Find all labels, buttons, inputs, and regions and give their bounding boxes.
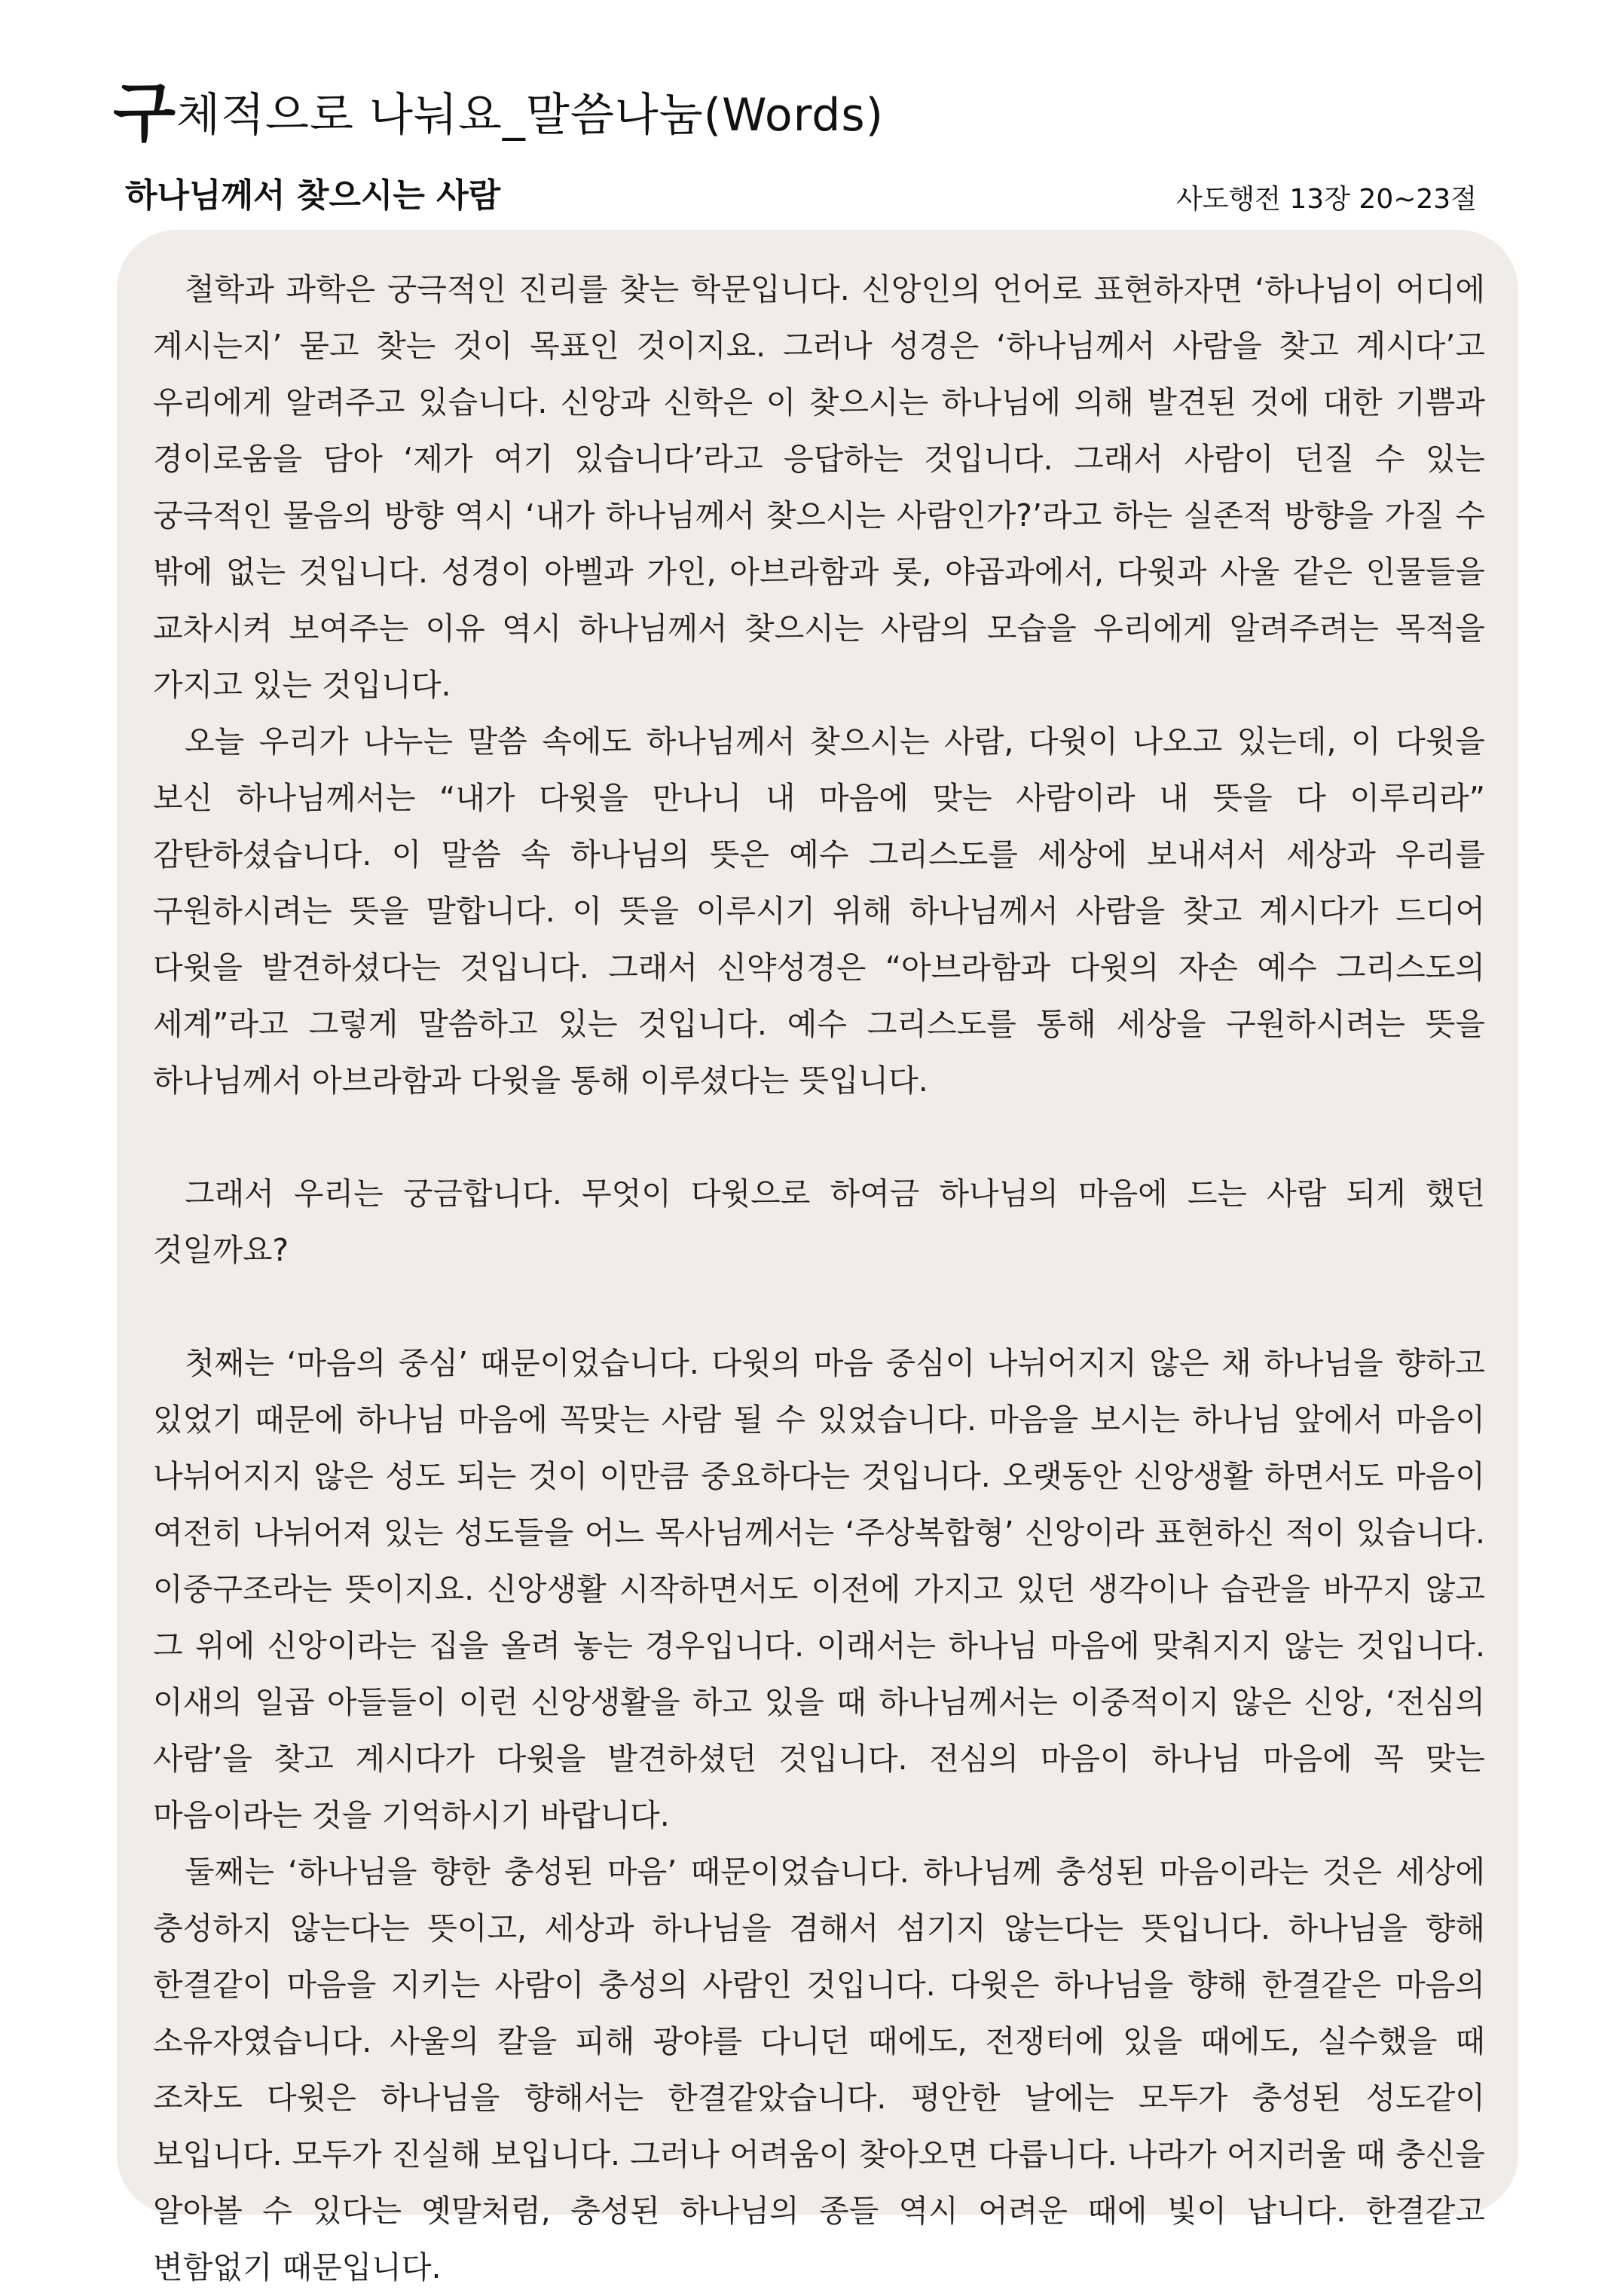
paragraph-question: 그래서 우리는 궁금합니다. 무엇이 다윗으로 하여금 하나님의 마음에 드는 사람 되게 했던 것일까요? [153,1176,1485,1268]
paragraph-spacer [153,1279,1485,1335]
paragraph-second-point: 둘째는 ‘하나님을 향한 충성된 마음’ 때문이었습니다. 하나님께 충성된 마음이라는 것은 세상에 충성하지 않는다는 뜻이고, 세상과 하나님을 겸해서 섬기지 않는다는 뜻입니다. 하나님을 향해 한결같이 마음을 지키는 사람이 충성의 사람인 것입니다. 다윗은 하나님을 향해 한결같은 마음의 소유자였습니다. 사울의 칼을 피해 광야를 다니던 때에도, 전쟁터에 있을 때에도, 실수했을 때 조차도 다윗은 하나님을 향해서는 한결같았습니다. 평안한 날에는 모두가 충성된 성도같이 보입니다. 모두가 진실해 보입니다. 그러나 어려움이 찾아오면 다릅니다. 나라가 어지러울 때 충신을 알아볼 수 있다는 옛말처럼, 충성된 하나님의 종들 역시 어려운 때에 빛이 납니다. 한결같고 변함없기 때문입니다. [153,1854,1485,2285]
paragraph-spacer [153,1109,1485,1166]
paragraph-first-point: 첫째는 ‘마음의 중심’ 때문이었습니다. 다윗의 마음 중심이 나뉘어지지 않은 채 하나님을 향하고 있었기 때문에 하나님 마음에 꼭맞는 사람 될 수 있었습니다. 마음을 보시는 하나님 앞에서 마음이 나뉘어지지 않은 성도 되는 것이 이만큼 중요하다는 것입니다. 오랫동안 신앙생활 하면서도 마음이 여전히 나뉘어져 있는 성도들을 어느 목사님께서는 ‘주상복합형’ 신앙이라 표현하신 적이 있습니다. 이중구조라는 뜻이지요. 신앙생활 시작하면서도 이전에 가지고 있던 생각이나 습관을 바꾸지 않고 그 위에 신앙이라는 집을 올려 놓는 경우입니다. 이래서는 하나님 마음에 맞춰지지 않는 것입니다. 이새의 일곱 아들들이 이런 신앙생활을 하고 있을 때 하나님께서는 이중적이지 않은 신앙, ‘전심의 사람’을 찾고 계시다가 다윗을 발견하셨던 것입니다. 전심의 마음이 하나님 마음에 꼭 맞는 마음이라는 것을 기억하시기 바랍니다. [153,1345,1485,1833]
paragraph-intro: 철학과 과학은 궁극적인 진리를 찾는 학문입니다. 신앙인의 언어로 표현하자면 ‘하나님이 어디에 계시는지’ 묻고 찾는 것이 목표인 것이지요. 그러나 성경은 ‘하나님께서 사람을 찾고 계시다’고 우리에게 알려주고 있습니다. 신앙과 신학은 이 찾으시는 하나님에 의해 발견된 것에 대한 기쁨과 경이로움을 담아 ‘제가 여기 있습니다’라고 응답하는 것입니다. 그래서 사람이 던질 수 있는 궁극적인 물음의 방향 역시 ‘내가 하나님께서 찾으시는 사람인가?’라고 하는 실존적 방향을 가질 수 밖에 없는 것입니다. 성경이 아벨과 가인, 아브라함과 롯, 야곱과에서, 다윗과 사울 같은 인물들을 교차시켜 보여주는 이유 역시 하나님께서 찾으시는 사람의 모습을 우리에게 알려주려는 목적을 가지고 있는 것입니다. [153,271,1485,703]
section-title [113,75,884,153]
page-header [113,75,1522,226]
paragraph-david: 오늘 우리가 나누는 말씀 속에도 하나님께서 찾으시는 사람, 다윗이 나오고 있는데, 이 다윗을 보신 하나님께서는 “내가 다윗을 만나니 내 마음에 맞는 사람이라 내 뜻을 다 이루리라” 감탄하셨습니다. 이 말씀 속 하나님의 뜻은 예수 그리스도를 세상에 보내셔서 세상과 우리를 구원하시려는 뜻을 말합니다. 이 뜻을 이루시기 위해 하나님께서 사람을 찾고 계시다가 드디어 다윗을 발견하셨다는 것입니다. 그래서 신약성경은 “아브라함과 다윗의 자손 예수 그리스도의 세계”라고 그렇게 말씀하고 있는 것입니다. 예수 그리스도를 통해 세상을 구원하시려는 뜻을 하나님께서 아브라함과 다윗을 통해 이루셨다는 뜻입니다. [153,723,1485,1099]
scripture-reference: 사도행전 13장 20~23절 [1175,184,1477,215]
section-title-text: 체적으로 나눠요_말씀나눔(Words) [176,89,885,142]
section-title-lead-glyph: 구 [113,75,177,151]
sermon-content-panel [117,230,1518,2285]
sermon-title: 하나님께서 찾으시는 사람 [125,176,501,215]
